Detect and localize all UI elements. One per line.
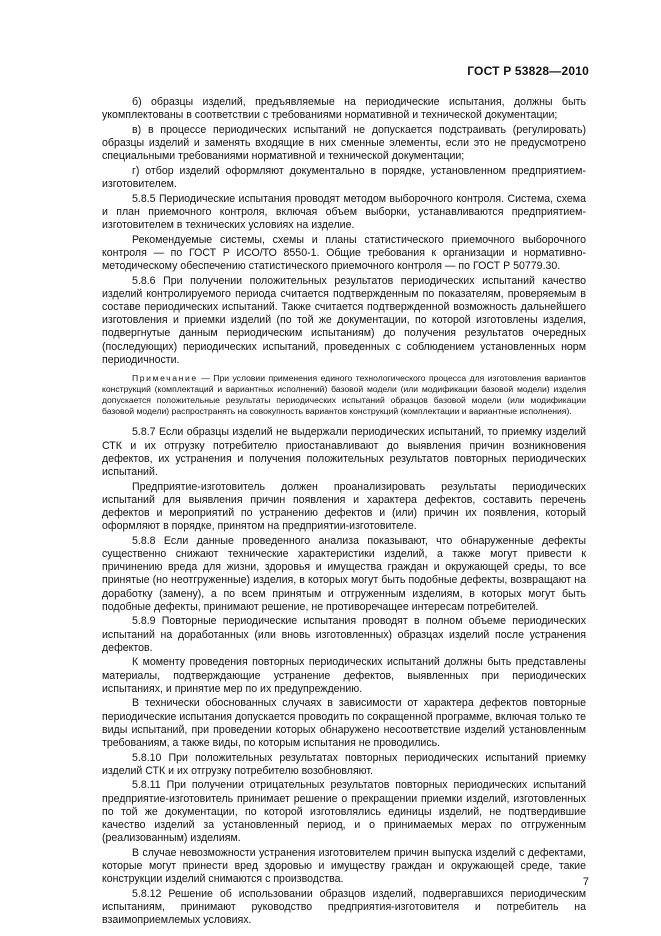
paragraph: 5.8.11 При получении отрицательных результатов повторных периодических испытаний предприятие-изготовитель принимает решение о прекращении приемки изделий, изготовленных по той же документации, по которой изготовлялись единицы изделий, не подтвердившие качество изделий за установленный период, и о принимаемых мерах по отгруженным (реализованным) изделиям. — [102, 779, 586, 845]
paragraph: в) в процессе периодических испытаний не допускается подстраивать (регулировать) образцы изделий и заменять входящие в них сменные элементы, если это не предусмотрено специальными требованиями нормативной и технической документации; — [102, 123, 586, 163]
paragraph: б) образцы изделий, предъявляемые на периодические испытания, должны быть укомплектованы в соответствии с требованиями нормативной и технической документации; — [102, 96, 586, 122]
paragraph: 5.8.12 Решение об использовании образцов изделий, подвергавшихся периодическим испытаниям, принимают руководство предприятия-изготовителя и потребитель на взаимоприемлемых условиях. — [102, 887, 586, 927]
paragraph: 5.8.9 Повторные периодические испытания проводят в полном объеме периодических испытаний на доработанных (или вновь изготовленных) образцах изделий после устранения дефектов. — [102, 615, 586, 654]
paragraph: Рекомендуемые системы, схемы и планы статистического приемочного выборочного контроля — по ГОСТ Р ИСО/ТО 8550-1. Общие требования к организации и нормативно-методическому обеспечению статистического приемочного контроля — по ГОСТ Р 50779.30. — [102, 233, 586, 272]
paragraph: г) отбор изделий оформляют документально в порядке, установленном предприятием-изготовителем. — [102, 164, 586, 190]
paragraph: К моменту проведения повторных периодических испытаний должны быть представлены материалы, подтверждающие устранение дефектов, выявленных при периодических испытаниях, и принятие мер по их предупреждению. — [102, 656, 586, 695]
standard-header: ГОСТ Р 53828—2010 — [467, 64, 589, 78]
document-body — [102, 96, 586, 929]
paragraph: В технически обоснованных случаях в зависимости от характера дефектов повторные периодические испытания допускается проводить по сокращенной программе, включая только те виды испытаний, при проведении которых обнаружено несоответствие изделий установленным требованиям, а также виды, по которым испытания не проводились. — [102, 697, 586, 750]
note-label: Примечание — [132, 373, 198, 384]
paragraph: 5.8.5 Периодические испытания проводят методом выборочного контроля. Система, схема и план приемочного контроля, включая объем выборки, устанавливаются предприятием-изготовителем в технических условиях на изделие. — [102, 192, 586, 231]
paragraph: 5.8.6 При получении положительных результатов периодических испытаний качество изделий контролируемого периода считается подтвержденным по показателям, проверяемым в составе периодических испытаний. Также считается подтвержденной возможность дальнейшего изготовления и приемки изделий (по той же документации, по которой изготовлены изделия, подвергнутые данным периодическим испытаниям) до получения результатов очередных (последующих) периодических испытаний, проведенных с соблюдением установленных норм периодичности. — [102, 274, 586, 366]
note-text: — При условии применения единого технологического процесса для изготовления вариантов конструкций (комплектаций и вариантных исполнений) базовой модели (или модификации базовой модели) изделия допускается положительные результаты периодических испытаний образцов базовой модели (или модификации базовой модели) распространять на совокупность вариантов конструкций (комплектации и вариантные исполнения). — [102, 373, 587, 417]
paragraph: 5.8.10 При положительных результатах повторных периодических испытаний приемку изделий СТК и их отгрузку потребителю возобновляют. — [102, 751, 586, 777]
page-number: 7 — [582, 876, 589, 888]
paragraph: 5.8.8 Если данные проведенного анализа показывают, что обнаруженные дефекты существенно снижают технические характеристики изделий, а также могут привести к причинению вреда для жизни, здоровья и имущества граждан и окружающей среды, то все принятые (но неотгруженные) изделия, в которых могут быть подобные дефекты, возвращают на доработку (замену), а по всем принятым и отгруженным изделиям, в которых могут быть подобные дефекты, принимают решение, не противоречащее интересам потребителей. — [102, 534, 586, 613]
note — [102, 373, 586, 417]
paragraph: 5.8.7 Если образцы изделий не выдержали периодических испытаний, то приемку изделий СТК и их отгрузку потребителю приостанавливают до выявления причин возникновения дефектов, их устранения и получения положительных результатов повторных периодических испытаний. — [102, 426, 586, 478]
paragraph: В случае невозможности устранения изготовителем причин выпуска изделий с дефектами, которые могут принести вред здоровью и имуществу граждан и окружающей среде, такие конструкции изделий снимаются с производства. — [102, 846, 586, 886]
paragraph: Предприятие-изготовитель должен проанализировать результаты периодических испытаний для выявления причин появления и характера дефектов, составить перечень дефектов и мероприятий по устранению дефектов и (или) причин их появления, который оформляют в порядке, принятом на предприятии-изготовителе. — [102, 480, 586, 533]
